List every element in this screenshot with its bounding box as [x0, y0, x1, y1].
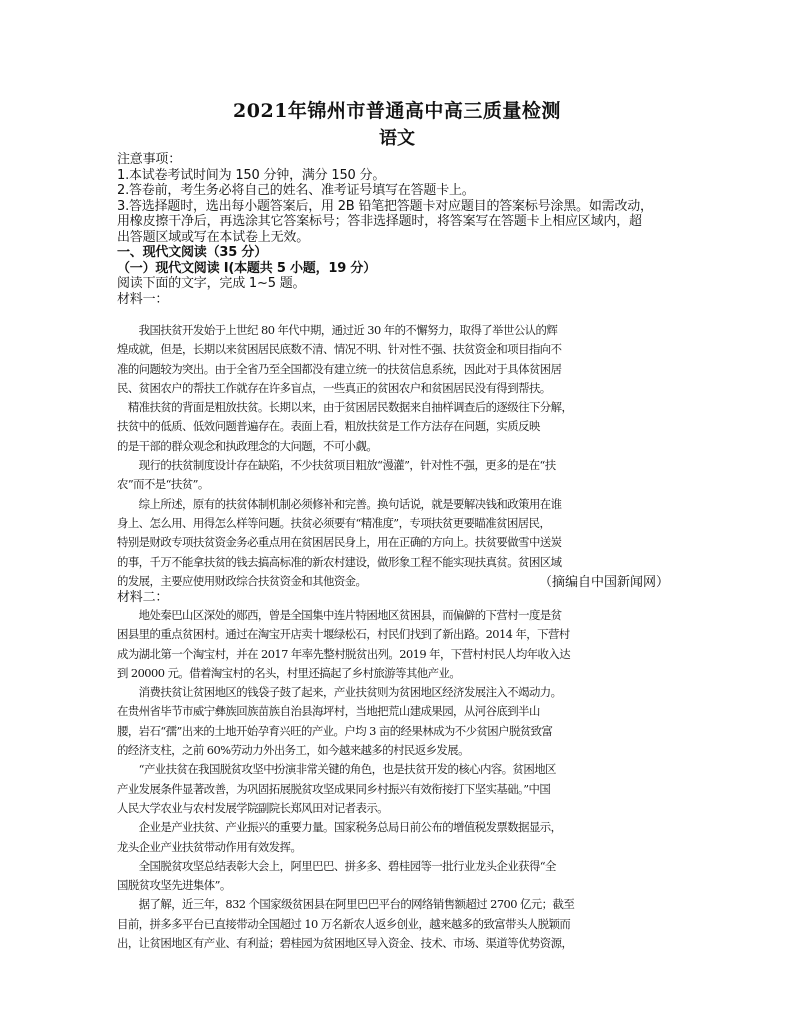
- material1-line: 精准扶贫的背面是粗放扶贫。长期以来，由于贫困居民数据来自抽样调查后的逐级往下分解，: [117, 400, 573, 415]
- material2-line: 国脱贫攻坚先进集体”。: [117, 878, 231, 893]
- notice-heading: 注意事项：: [117, 152, 182, 167]
- material1-line: 煌成就，但是，长期以来贫困居民底数不清、情况不明、针对性不强、扶贫资金和项目指向不: [117, 342, 562, 357]
- material2-line: 到 20000 元。借着淘宝村的名头，村里还搞起了乡村旅游等其他产业。: [117, 665, 461, 680]
- subsection-heading: （一）现代文阅读 I(本题共 5 小题，19 分）: [117, 260, 377, 276]
- material2-line: 地处秦巴山区深处的郧西，曾是全国集中连片特困地区贫困县，而偏僻的下营村一度是贫: [117, 608, 562, 622]
- material2-line: 全国脱贫攻坚总结表彰大会上，阿里巴巴、拼多多、碧桂园等一批行业龙头企业获得“全: [117, 858, 556, 873]
- exam-title: 2021年锦州市普通高中高三质量检测: [233, 100, 561, 122]
- section-heading: 一、现代文阅读（35 分）: [117, 245, 268, 260]
- material1-line: 的事，千万不能拿扶贫的钱去搞高标准的新农村建设，做形象工程不能实现扶真贫。贫困区域: [117, 554, 562, 569]
- notice-line: 用橡皮擦干净后，再选涂其它答案标号；答非选择题时，将答案写在答题卡上相应区域内，超: [117, 214, 642, 229]
- material1-line: 扶贫中的低质、低效问题普遍存在。表面上看，粗放扶贫是工作方法存在问题，实质反映: [117, 419, 540, 434]
- material1-line: 的发展，主要应使用财政综合扶贫资金和其他资金。: [117, 573, 367, 588]
- notice-line: 2.答卷前，考生务必将自己的姓名、准考证号填写在答题卡上。: [117, 183, 475, 198]
- material2-line: 企业是产业扶贫、产业振兴的重要力量。国家税务总局日前公布的增值税发票数据显示，: [117, 820, 562, 835]
- material1-body: [117, 321, 687, 591]
- material2-line: 龙头企业产业扶贫带动作用有效发挥。: [117, 839, 302, 854]
- material1-line: 综上所述，原有的扶贫体制机制必须修补和完善。换句话说，就是要解决钱和政策用在谁: [117, 496, 562, 511]
- material2-line: 在贵州省毕节市威宁彝族回族苗族自治县海坪村，当地把荒山建成果园，从河谷底到半山: [117, 704, 540, 719]
- notice-line: 1.本试卷考试时间为 150 分钟，满分 150 分。: [117, 167, 386, 183]
- material1-line: 特别是财政专项扶贫资金务必重点用在贫困居民身上，用在正确的方向上。扶贫要做雪中送炭: [117, 535, 562, 550]
- notice-line: 出答题区域或写在本试卷上无效。: [117, 229, 310, 245]
- material1-line: 现行的扶贫制度设计存在缺陷，不少扶贫项目粗放“漫灌”，针对性不强，更多的是在“扶: [117, 458, 556, 473]
- material1-line: 民、贫困农户的帮扶工作就存在许多盲点，一些真正的贫困农户和贫困居民没有得到帮扶。: [117, 380, 551, 395]
- material2-line: 成为湖北第一个淘宝村，并在 2017 年率先整村脱贫出列。2019 年，下营村村民人均年收入达: [117, 646, 571, 661]
- material1-source: （摘编自中国新闻网）: [538, 575, 669, 590]
- material1-line: 农”而不是“扶贫”。: [117, 477, 209, 492]
- material2-line: “产业扶贫在我国脱贫攻坚中扮演非常关键的角色，也是扶贫开发的核心内容。贫困地区: [117, 762, 556, 777]
- material2-line: 据了解，近三年，832 个国家级贫困县在阿里巴巴平台的网络销售额超过 2700 亿元；截至: [117, 897, 575, 912]
- material1-label: 材料一：: [117, 291, 169, 307]
- exam-subject: 语文: [379, 128, 415, 149]
- reading-instruction: 阅读下面的文字，完成 1~5 题。: [117, 276, 306, 291]
- material1-line: 的是干部的群众观念和执政理念的大问题，不可小觑。: [117, 438, 378, 453]
- material1-line: 准的问题较为突出。由于全省乃至全国都没有建立统一的扶贫信息系统，因此对于具体贫困居: [117, 361, 562, 376]
- material2-line: 产业发展条件显著改善，为巩固拓展脱贫攻坚成果同乡村振兴有效衔接打下坚实基础。”中国: [117, 781, 551, 796]
- notice-block: [117, 152, 687, 307]
- material2-line: 消费扶贫让贫困地区的钱袋子鼓了起来，产业扶贫则为贫困地区经济发展注入不竭动力。: [117, 685, 562, 700]
- material2-line: 的经济支柱，之前 60%劳动力外出务工，如今越来越多的村民返乡发展。: [117, 743, 469, 758]
- material2-label: 材料二：: [117, 590, 169, 605]
- material1-line: 我国扶贫开发始于上世纪 80 年代中期，通过近 30 年的不懈努力，取得了举世公认的辉: [117, 323, 558, 337]
- notice-line: 3.答选择题时，选出每小题答案后，用 2B 铅笔把答题卡对应题目的答案标号涂黑。如需改动，: [117, 198, 653, 214]
- material2-line: 目前，拼多多平台已直接带动全国超过 10 万名新农人返乡创业，越来越多的致富带头人脱颖而: [117, 916, 571, 931]
- material2-label-block: [117, 590, 687, 606]
- material2-body: [117, 606, 687, 953]
- material2-line: 人民大学农业与农村发展学院副院长郑风田对记者表示。: [117, 800, 389, 815]
- material2-line: 困县里的重点贫困村。通过在淘宝开店卖十堰绿松石，村民们找到了新出路。2014 年，下营村: [117, 627, 570, 642]
- material2-line: 腰，岩石“孺”出来的土地开始孕育兴旺的产业。户均 3 亩的经果林成为不少贫困户脱贫致富: [117, 723, 553, 738]
- material2-line: 出，让贫困地区有产业、有利益；碧桂园为贫困地区导入资金、技术、市场、渠道等优势资源，: [117, 936, 573, 951]
- material1-line: 身上、怎么用、用得怎么样等问题。扶贫必须要有“精准度”，专项扶贫更要瞄准贫困居民，: [117, 515, 551, 530]
